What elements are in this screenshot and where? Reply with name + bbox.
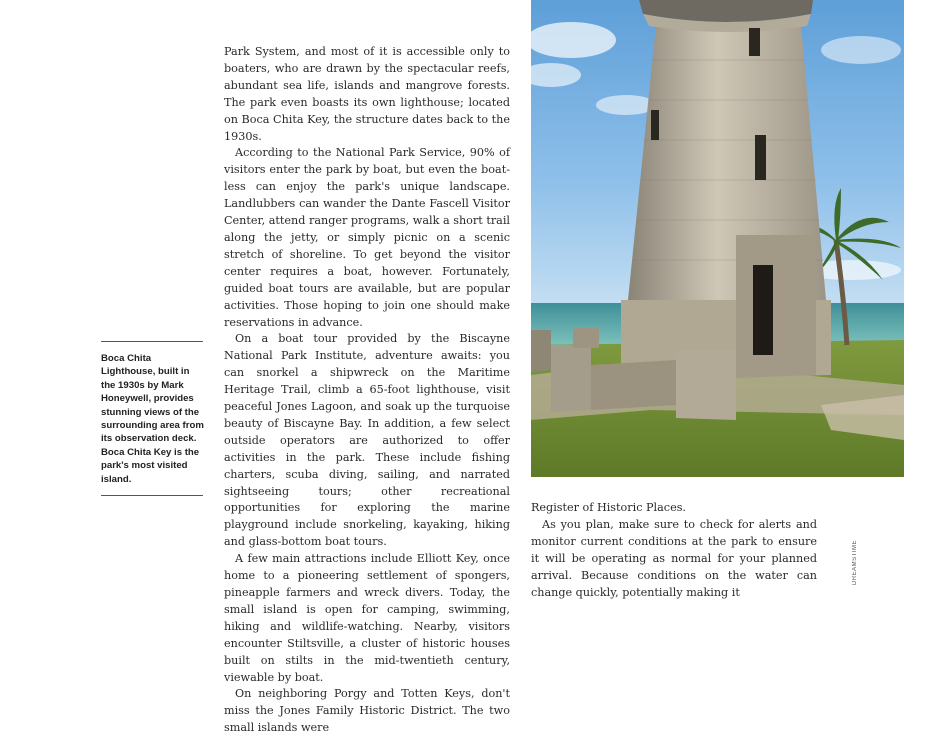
article-paragraph: A few main attractions include Elliott Key, once home to a pioneering settlement of spongers, pineapple farmers and wreck divers. Today, the small island is open for camping, swimming, hiking and wildlife-watching. Nearby, visitors encounter Stiltsville, a cluster of historic houses built on stilts in the mid-twentieth century, viewable by boat. [224,552,510,684]
photo-credit: DREAMSTIME [852,539,858,585]
article-paragraph: As you plan, make sure to check for alerts and monitor current conditions at the park to ensure it will be operating as normal for your planned arrival. Because conditions on the water can change quickly, potentially making it [531,517,817,599]
article-paragraph: Register of Historic Places. [531,501,686,514]
lighthouse-photo [531,0,904,477]
article-paragraph: On a boat tour provided by the Biscayne National Park Institute, adventure awaits: you can snorkel a shipwreck on the Maritime Heritage Trail, climb a 65-foot lighthouse, visit peaceful Jones Lagoon, and soak up the turquoise beauty of Biscayne Bay. In addition, a few select outside operators are authorized to offer activities in the park. These include fishing charters, scuba diving, sailing, and narrated sightseeing tours; other recreational opportunities for exploring the marine playground include snorkeling, kayaking, hiking and glass-bottom boat tours. [224,332,510,549]
photo-caption: Boca Chita Lighthouse, built in the 1930s by Mark Honeywell, provides stunning views of the surrounding area from its observation deck. Boca Chita Key is the park's most visited island. [101,353,204,485]
article-paragraph: Park System, and most of it is accessible only to boaters, who are drawn by the spectacular reefs, abundant sea life, islands and mangrove forests. The park even boasts its own lighthouse; located on Boca Chita Key, the structure dates back to the 1930s. [224,45,510,143]
article-column-right [531,500,817,601]
article-column-left [224,44,510,737]
article-paragraph: According to the National Park Service, 90% of visitors enter the park by boat, but even the boat-less can enjoy the park's unique landscape. Landlubbers can wander the Dante Fascell Visitor Center, attend ranger programs, walk a short trail along the jetty, or simply picnic on a scenic stretch of shoreline. To get beyond the visitor center requires a boat, however. Fortunately, guided boat tours are available, but are popular activities. Those hoping to join one should make reservations in advance. [224,146,510,329]
caption-rule-top [101,341,203,342]
article-paragraph: On neighboring Porgy and Totten Keys, don't miss the Jones Family Historic District. The two small islands were [224,687,510,735]
caption-rule-bottom [101,495,203,496]
